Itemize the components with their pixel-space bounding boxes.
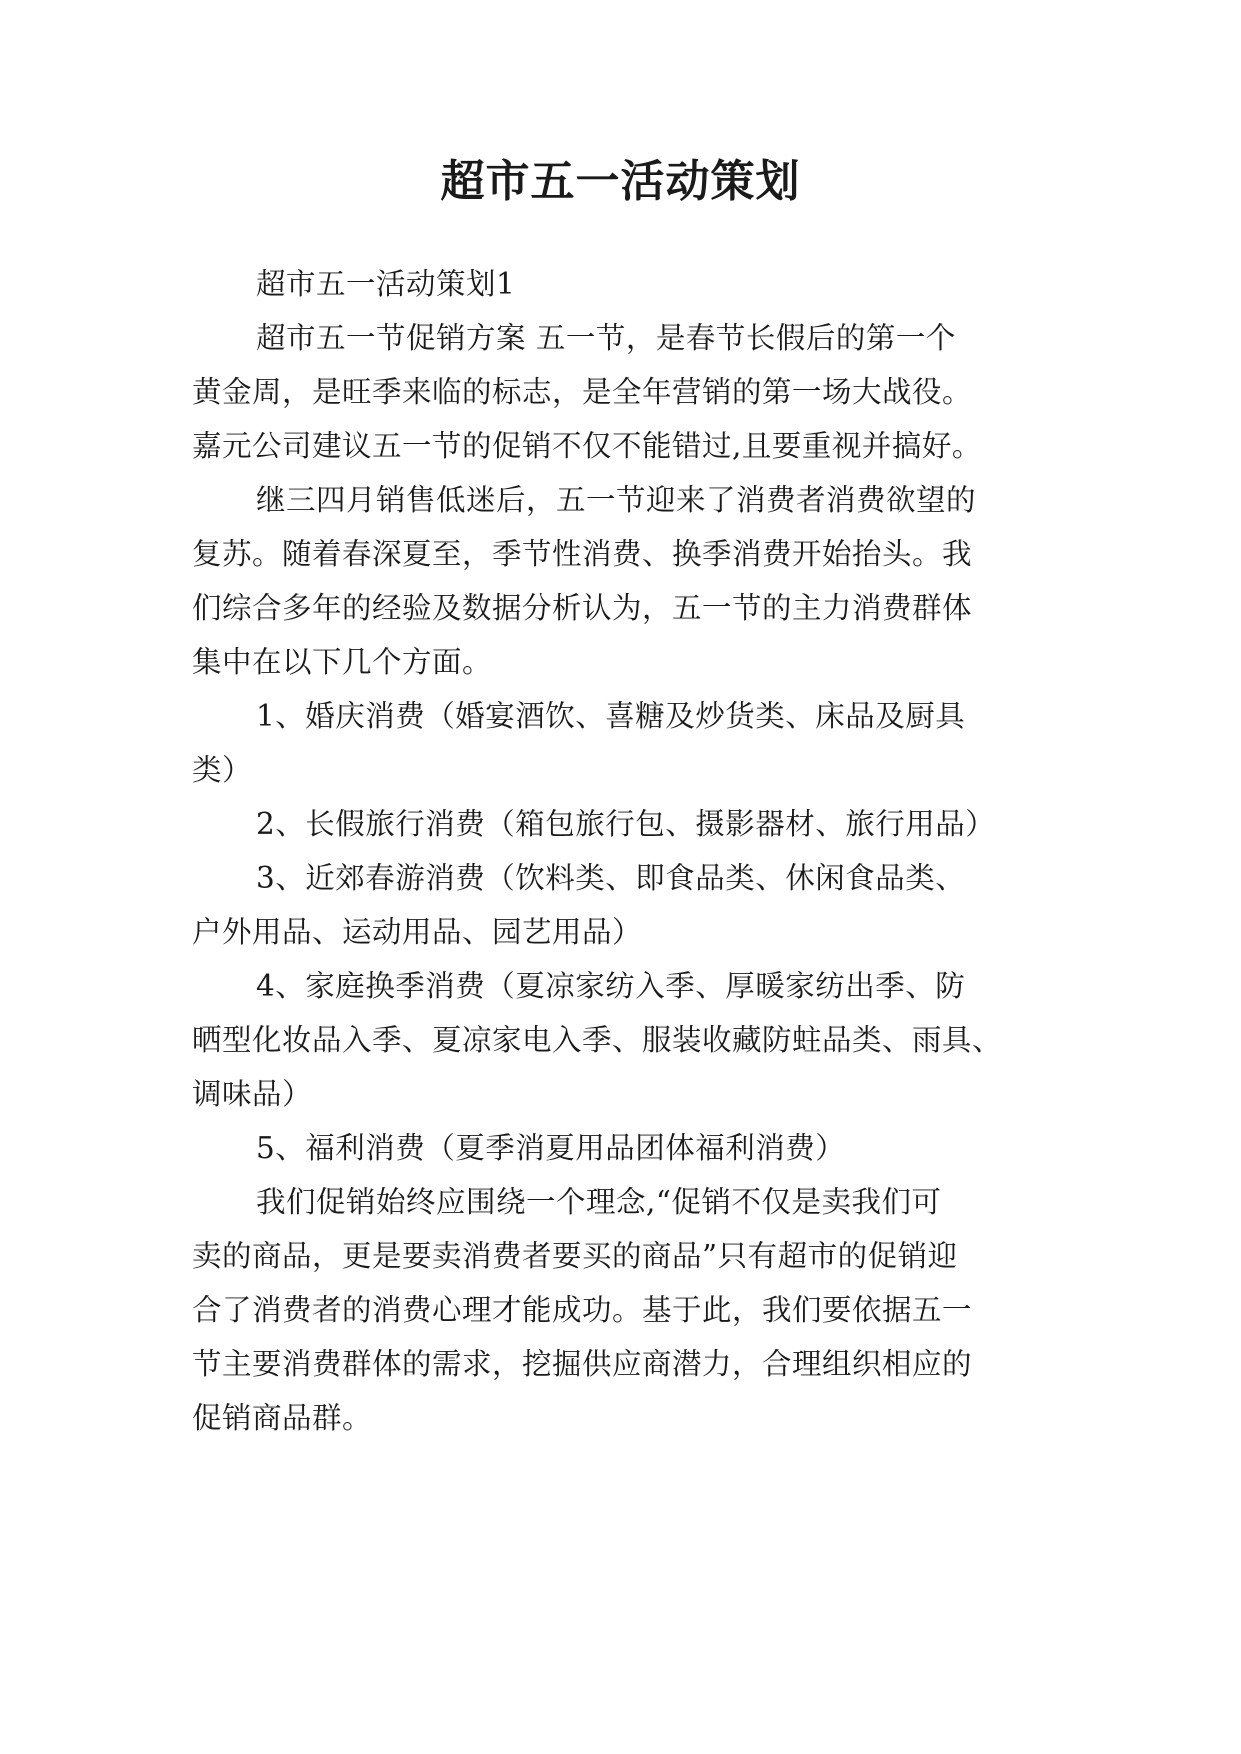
document-title: 超市五一活动策划 bbox=[440, 156, 801, 207]
paragraph-line: 合了消费者的消费心理才能成功。基于此，我们要依据五一 bbox=[192, 1293, 973, 1327]
paragraph-line: 黄金周，是旺季来临的标志，是全年营销的第一场大战役。 bbox=[192, 375, 973, 409]
paragraph-line: 超市五一节促销方案 五一节，是春节长假后的第一个 bbox=[256, 321, 956, 355]
paragraph-line: 们综合多年的经验及数据分析认为，五一节的主力消费群体 bbox=[192, 591, 973, 625]
list-item-line: 1、婚庆消费（婚宴酒饮、喜糖及炒货类、床品及厨具 bbox=[256, 699, 966, 733]
section-heading: 超市五一活动策划1 bbox=[256, 267, 516, 301]
list-item-line: 类） bbox=[192, 753, 253, 787]
list-item-line: 户外用品、运动用品、园艺用品） bbox=[192, 915, 643, 949]
list-item-line: 4、家庭换季消费（夏凉家纺入季、厚暖家纺出季、防 bbox=[256, 969, 966, 1003]
paragraph-line: 继三四月销售低迷后，五一节迎来了消费者消费欲望的 bbox=[256, 483, 977, 517]
paragraph-line: 卖的商品，更是要卖消费者要买的商品”只有超市的促销迎 bbox=[192, 1239, 958, 1273]
paragraph-line: 节主要消费群体的需求，挖掘供应商潜力，合理组织相应的 bbox=[192, 1347, 973, 1381]
list-item-line: 3、近郊春游消费（饮料类、即食品类、休闲食品类、 bbox=[256, 861, 966, 895]
paragraph-line: 复苏。随着春深夏至，季节性消费、换季消费开始抬头。我 bbox=[192, 537, 973, 571]
paragraph-line: 促销商品群。 bbox=[192, 1401, 373, 1435]
paragraph-line: 集中在以下几个方面。 bbox=[192, 645, 493, 679]
list-item-line: 晒型化妆品入季、夏凉家电入季、服装收藏防蛀品类、雨具、 bbox=[192, 1023, 1003, 1057]
list-item-line: 5、福利消费（夏季消夏用品团体福利消费） bbox=[256, 1131, 846, 1165]
paragraph-line: 我们促销始终应围绕一个理念,“促销不仅是卖我们可 bbox=[256, 1185, 942, 1219]
list-item-line: 2、长假旅行消费（箱包旅行包、摄影器材、旅行用品） bbox=[256, 807, 996, 841]
paragraph-line: 嘉元公司建议五一节的促销不仅不能错过,且要重视并搞好。 bbox=[192, 429, 982, 463]
list-item-line: 调味品） bbox=[192, 1077, 313, 1111]
